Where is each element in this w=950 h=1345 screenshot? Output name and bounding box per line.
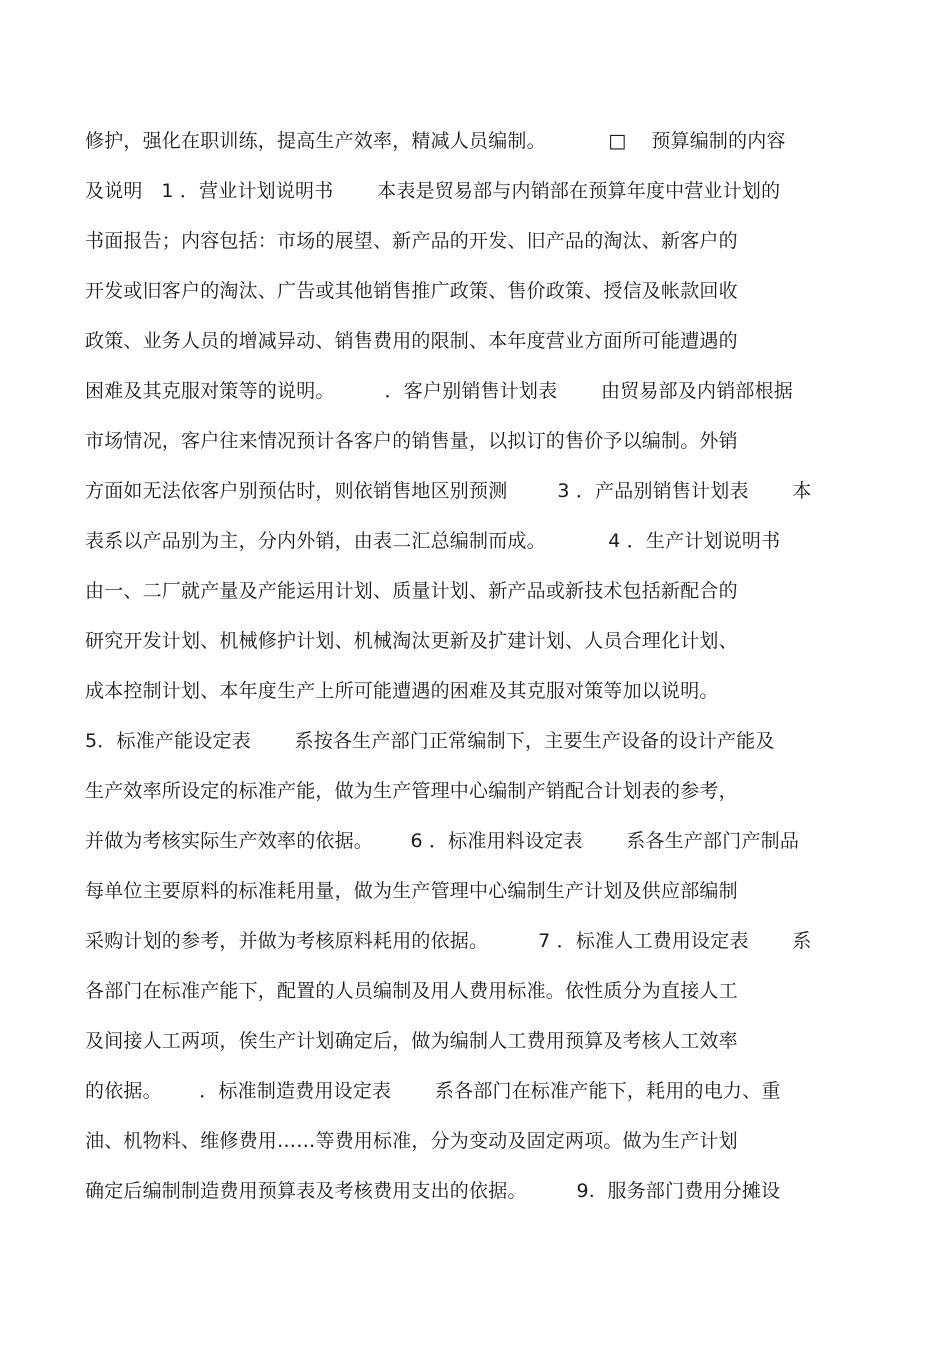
text-line: 开发或旧客户的淘汰、广告或其他销售推广政策、售价政策、授信及帐款回收 [85, 280, 738, 302]
text-line: 政策、业务人员的增减异动、销售费用的限制、本年度营业方面所可能遭遇的 [85, 330, 738, 352]
text-line: 及说明 1 ．营业计划说明书 本表是贸易部与内销部在预算年度中营业计划的 [85, 180, 781, 202]
text-line: 每单位主要原料的标准耗用量，做为生产管理中心编制生产计划及供应部编制 [85, 880, 738, 902]
text-line: 困难及其克服对策等的说明。 ．客户别销售计划表 由贸易部及内销部根据 [85, 380, 793, 402]
text-line: 方面如无法依客户别预估时，则依销售地区别预测 3 ．产品别销售计划表 本 [85, 480, 812, 502]
text-line: 采购计划的参考，并做为考核原料耗用的依据。 7 ．标准人工费用设定表 系 [85, 930, 812, 952]
text-line: 及间接人工两项，俟生产计划确定后，做为编制人工费用预算及考核人工效率 [85, 1030, 738, 1052]
text-line: 油、机物料、维修费用……等费用标准，分为变动及固定两项。做为生产计划 [85, 1130, 738, 1152]
text-line: 修护，强化在职训练，提高生产效率，精减人员编制。 □ 预算编制的内容 [85, 130, 786, 152]
text-line: 研究开发计划、机械修护计划、机械淘汰更新及扩建计划、人员合理化计划、 [85, 630, 738, 652]
text-line: 各部门在标准产能下，配置的人员编制及用人费用标准。依性质分为直接人工 [85, 980, 738, 1002]
text-line: 成本控制计划、本年度生产上所可能遭遇的困难及其克服对策等加以说明。 [85, 680, 719, 702]
text-line: 市场情况，客户往来情况预计各客户的销售量，以拟订的售价予以编制。外销 [85, 430, 738, 452]
text-line: 5．标准产能设定表 系按各生产部门正常编制下，主要生产设备的设计产能及 [85, 730, 775, 752]
text-line: 生产效率所设定的标准产能，做为生产管理中心编制产销配合计划表的参考， [85, 780, 738, 802]
text-line: 的依据。 ．标准制造费用设定表 系各部门在标准产能下，耗用的电力、重 [85, 1080, 781, 1102]
text-line: 确定后编制制造费用预算表及考核费用支出的依据。 9. 服务部门费用分摊设 [85, 1180, 781, 1202]
text-line: 书面报告；内容包括：市场的展望、新产品的开发、旧产品的淘汰、新客户的 [85, 230, 738, 252]
text-line: 表系以产品别为主，分内外销，由表二汇总编制而成。 4 ．生产计划说明书 [85, 530, 781, 552]
text-line: 由一、二厂就产量及产能运用计划、质量计划、新产品或新技术包括新配合的 [85, 580, 738, 602]
text-line: 并做为考核实际生产效率的依据。 6 ．标准用料设定表 系各生产部门产制品 [85, 830, 800, 852]
